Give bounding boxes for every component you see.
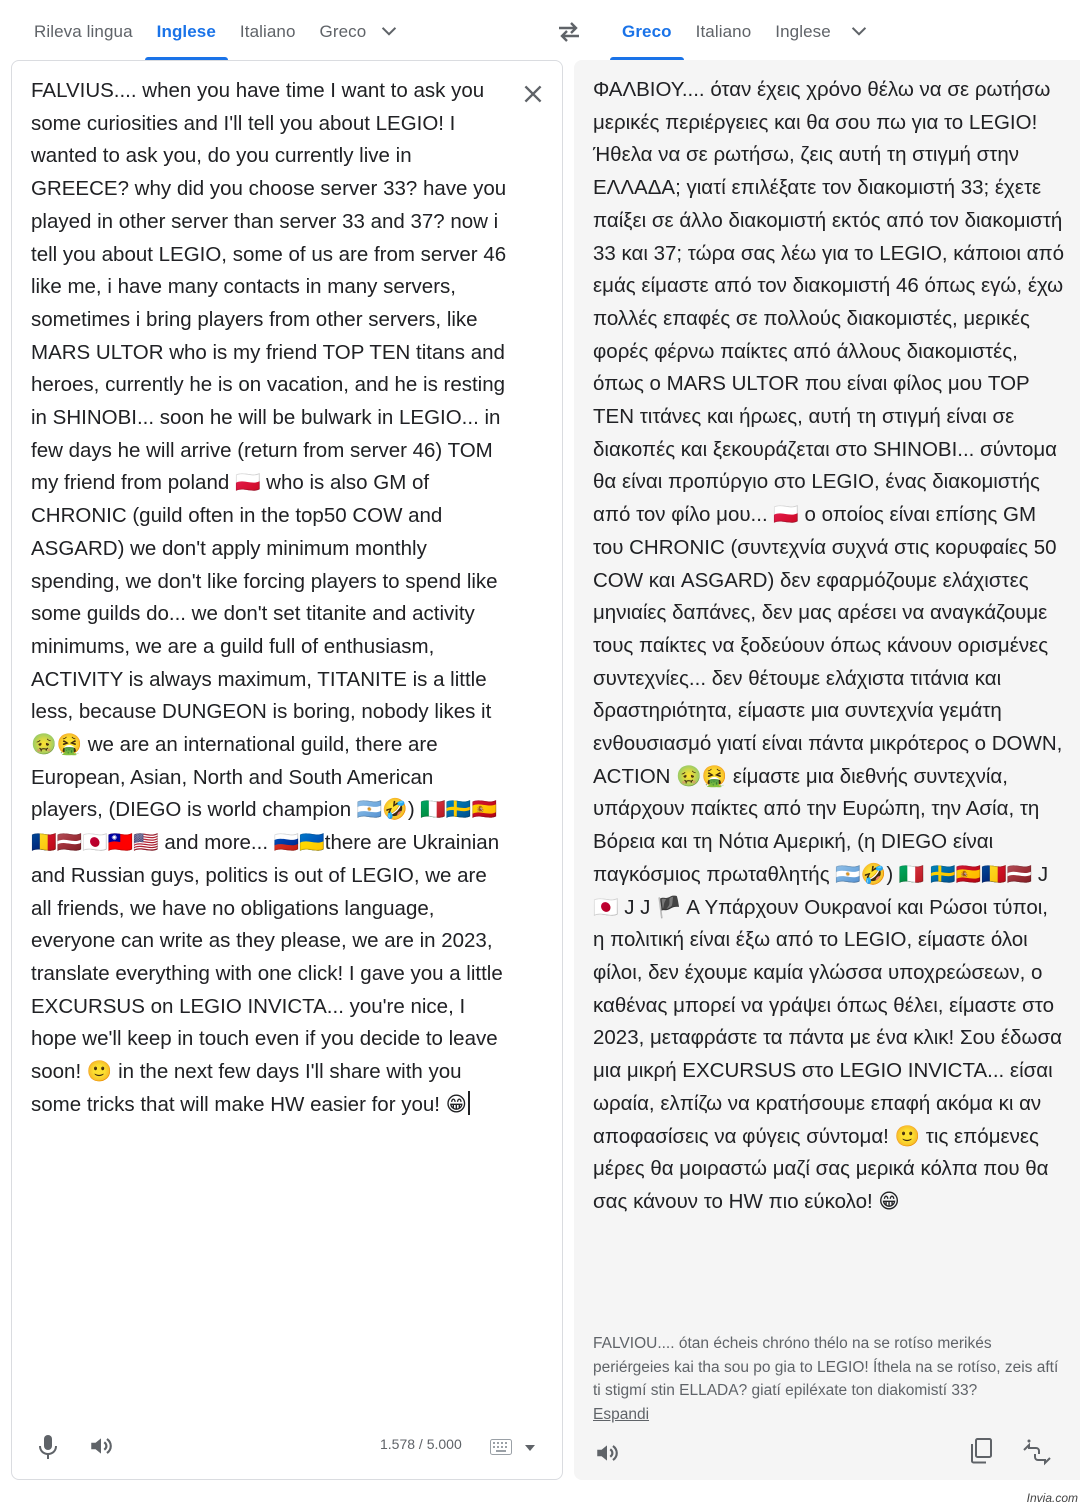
tab-greek-source[interactable]: Greco bbox=[319, 22, 367, 41]
close-icon[interactable] bbox=[520, 81, 546, 107]
tab-italian-source[interactable]: Italiano bbox=[239, 22, 296, 41]
source-textarea[interactable] bbox=[31, 75, 512, 1122]
transliteration-text: FALVIOU.... ótan écheis chróno thélo na se rotíso merikés periérgeies kai tha sou po gia to LEGIO! Íthela na se rotíso, zeis aftí ti stigmí stin ELLADA? giatí epiléxate ton diakomistí 33? bbox=[593, 1335, 1059, 1399]
text-caret bbox=[468, 1091, 470, 1115]
chevron-down-icon[interactable] bbox=[848, 20, 870, 42]
watermark: Invia.com bbox=[1026, 1491, 1078, 1505]
speaker-icon[interactable] bbox=[594, 1440, 620, 1466]
source-text[interactable]: FALVIUS.... when you have time I want to ask you some curiosities and I'll tell you about LEGIO! I wanted to ask you, do you currently live in GREECE? why did you choose server 33? have you played in other server than server 33 and 37? now i tell you about LEGIO, some of us are from server 46 like me, i have many contacts in many servers, sometimes i bring players from other servers, like MARS ULTOR who is my friend TOP TEN titans and heroes, currently he is on vacation, and he is resting in SHINOBI... soon he will be bulwark in LEGIO... in few days he will arrive (return from server 46) TOM my friend from poland 🇵🇱 who is also GM of CHRONIC (guild often in the top50 COW and ASGARD) we don't apply minimum monthly spending, we don't like forcing players to spend like some guilds do... we don't set titanite and activity minimums, we are a guild full of enthusiasm, ACTIVITY is always maximum, TITANITE is a little less, because DUNGEON is boring, nobody likes it 🤢🤮 we are an international guild, there are European, Asian, North and South American players, (DIEGO is world champion 🇦🇷🤣) 🇮🇹🇸🇪🇪🇸🇷🇴🇱🇻🇯🇵🇹🇼🇺🇸 and more... 🇷🇺🇺🇦there are Ukrainian and Russian guys, politics is out of LEGIO, we are all friends, we have no obligations language, everyone can write as they please, we are in 2023, translate everything with one click! I gave you a little EXCURSUS on LEGIO INVICTA... you're nice, I hope we'll keep in touch even if you decide to leave soon! 🙂 in the next few days I'll share with you some tricks that will make HW easier for you! 😁 bbox=[31, 79, 512, 1116]
tab-greek-target[interactable]: Greco bbox=[610, 22, 684, 60]
feedback-icon[interactable] bbox=[1021, 1438, 1053, 1468]
character-counter: 1.578 / 5.000 bbox=[380, 1436, 462, 1452]
translation-panel bbox=[574, 60, 1080, 1480]
caret-down-icon[interactable] bbox=[524, 1443, 536, 1453]
swap-languages-icon[interactable] bbox=[555, 20, 583, 44]
tab-english-source[interactable]: Inglese bbox=[145, 22, 228, 60]
keyboard-icon[interactable] bbox=[490, 1439, 512, 1455]
tab-detect-language[interactable]: Rileva lingua bbox=[34, 22, 133, 41]
transliteration bbox=[593, 1332, 1063, 1426]
expand-link[interactable]: Espandi bbox=[593, 1405, 650, 1423]
translation-text: ΦΑΛΒΙΟΥ.... όταν έχεις χρόνο θέλω να σε ρωτήσω μερικές περιέργειες και θα σου πω για το LEGIO! Ήθελα να σε ρωτήσω, ζεις αυτή τη στιγμή στην ΕΛΛΑΔΑ; γιατί επιλέξατε τον διακομιστή 33; έχετε παίξει σε άλλο διακομιστή εκτός από τον διακομιστή 33 και 37; τώρα σας λέω για το LEGIO, κάποιοι από εμάς είμαστε από τον διακομιστή 46 όπως εγώ, έχω πολλές επαφές σε πολλούς διακομιστές, μερικές φορές φέρνω παίκτες από άλλους διακομιστές, όπως ο MARS ULTOR που είναι φίλος μου TOP TEN τιτάνες και ήρωες, αυτή τη στιγμή είναι σε διακοπές και ξεκουράζεται στο SHINOBI... σύντομα θα είναι προπύργιο στο LEGIO, ένας διακομιστής από τον φίλο μου... 🇵🇱 ο οποίος είναι επίσης GM του CHRONIC (συντεχνία συχνά στις κορυφαίες 50 COW και ASGARD) δεν εφαρμόζουμε ελάχιστες μηνιαίες δαπάνες, δεν μας αρέσει να αναγκάζουμε τους παίκτες να ξοδεύουν όπως κάνουν ορισμένες συντεχνίες... δεν θέτουμε ελάχιστα τιτάνια και δραστηριότητα, είμαστε μια συντεχνία γεμάτη ενθουσιασμό γιατί είναι πάντα μικρότερος ο DOWN, ACTION 🤢🤮 είμαστε μια διεθνής συντεχνία, υπάρχουν παίκτες από την Ευρώπη, την Ασία, τη Βόρεια και τη Νότια Αμερική, (η DIEGO είναι παγκόσμιος πρωταθλητής 🇦🇷🤣) 🇮🇹 🇸🇪🇪🇸🇷🇴🇱🇻 J 🇯🇵 J J 🏴 A Υπάρχουν Ουκρανοί και Ρώσοι τύποι, η πολιτική είναι έξω από το LEGIO, είμαστε όλοι φίλοι, δεν έχουμε καμία γλώσσα υποχρεώσεων, ο καθένας μπορεί να γράψει όπως θέλει, είμαστε στο 2023, μεταφράστε τα πάντα με ένα κλικ! Σου έδωσα μια μικρή EXCURSUS στο LEGIO INVICTA... είσαι ωραία, ελπίζω να κρατήσουμε επαφή ακόμα κι αν αποφασίσεις να φύγεις σύντομα! 🙂 τις επόμενες μέρες θα μοιραστώ μαζί σας μερικά κόλπα που θα σας κάνουν το HW πιο εύκολο! 😁 bbox=[593, 78, 1070, 1213]
chevron-down-icon[interactable] bbox=[378, 20, 400, 42]
source-language-tabs bbox=[22, 0, 422, 60]
copy-icon[interactable] bbox=[970, 1438, 992, 1464]
tab-english-target[interactable]: Inglese bbox=[775, 22, 831, 41]
speaker-icon[interactable] bbox=[88, 1433, 114, 1459]
source-text-panel bbox=[11, 60, 563, 1480]
source-toolbar bbox=[12, 1423, 562, 1479]
microphone-icon[interactable] bbox=[36, 1433, 60, 1461]
tab-italian-target[interactable]: Italiano bbox=[695, 22, 752, 41]
